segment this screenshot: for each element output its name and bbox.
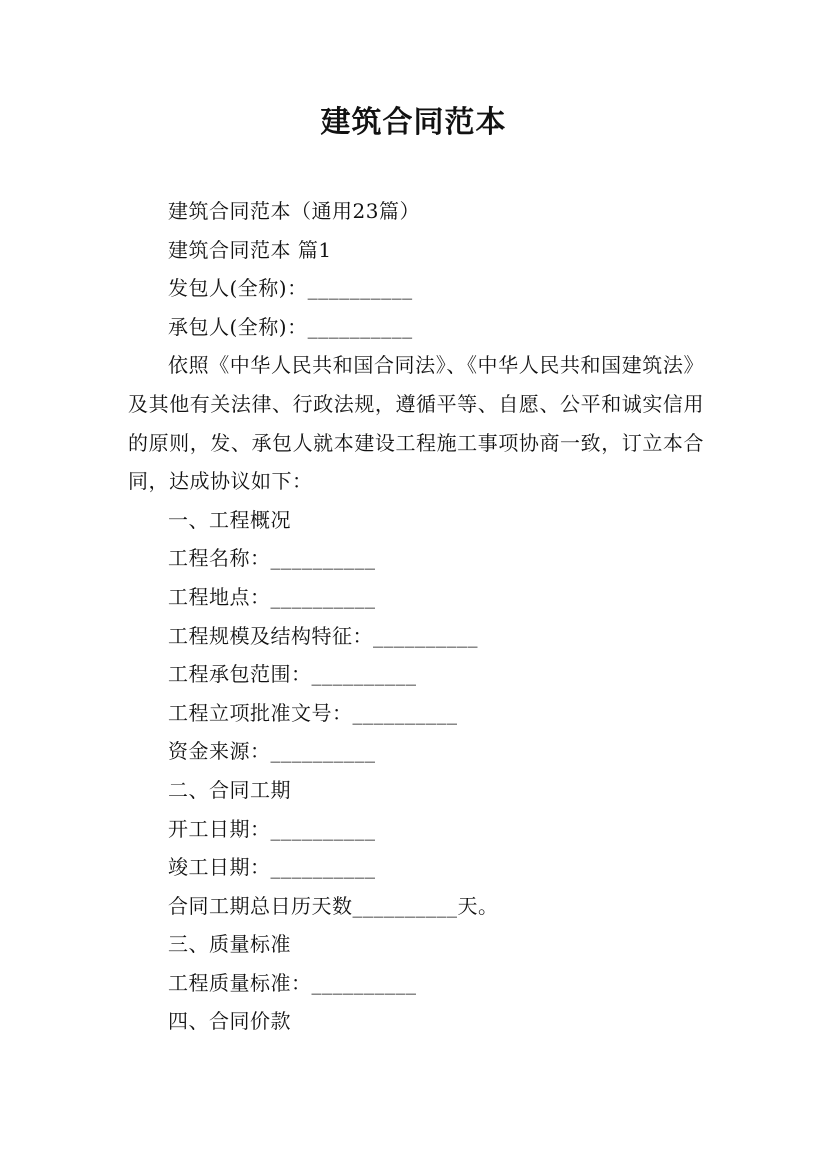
preamble-paragraph: 依照《中华人民共和国合同法》、《中华人民共和国建筑法》及其他有关法律、行政法规，遵循平等、自愿、公平和诚实信用的原则，发、承包人就本建设工程施工事项协商一致，订立本合同，达成协议如下： (128, 353, 704, 494)
section-heading-project-overview: 一、工程概况 (168, 507, 291, 532)
section-heading-quality-standard: 三、质量标准 (168, 932, 291, 957)
field-project-name: 工程名称：__________ (168, 546, 376, 571)
section-heading-contract-period: 二、合同工期 (168, 777, 291, 802)
document-title: 建筑合同范本 (320, 105, 507, 140)
field-project-scale: 工程规模及结构特征：__________ (168, 623, 478, 648)
field-project-location: 工程地点：__________ (168, 584, 376, 609)
heading-collection: 建筑合同范本（通用23篇） (168, 199, 420, 223)
field-total-days: 合同工期总日历天数__________天。 (168, 893, 499, 918)
field-contractor: 承包人(全称)：__________ (168, 314, 413, 339)
section-heading-contract-price: 四、合同价款 (168, 1009, 291, 1034)
field-quality-standard: 工程质量标准：__________ (168, 970, 417, 995)
field-employer: 发包人(全称)：__________ (168, 276, 413, 301)
field-approval-number: 工程立项批准文号：__________ (168, 700, 458, 725)
heading-article-1: 建筑合同范本 篇1 (168, 237, 332, 262)
field-start-date: 开工日期：__________ (168, 816, 376, 841)
field-completion-date: 竣工日期：__________ (168, 855, 376, 880)
field-contract-scope: 工程承包范围：__________ (168, 662, 417, 687)
document-body (128, 192, 704, 1041)
field-funding-source: 资金来源：__________ (168, 739, 376, 764)
